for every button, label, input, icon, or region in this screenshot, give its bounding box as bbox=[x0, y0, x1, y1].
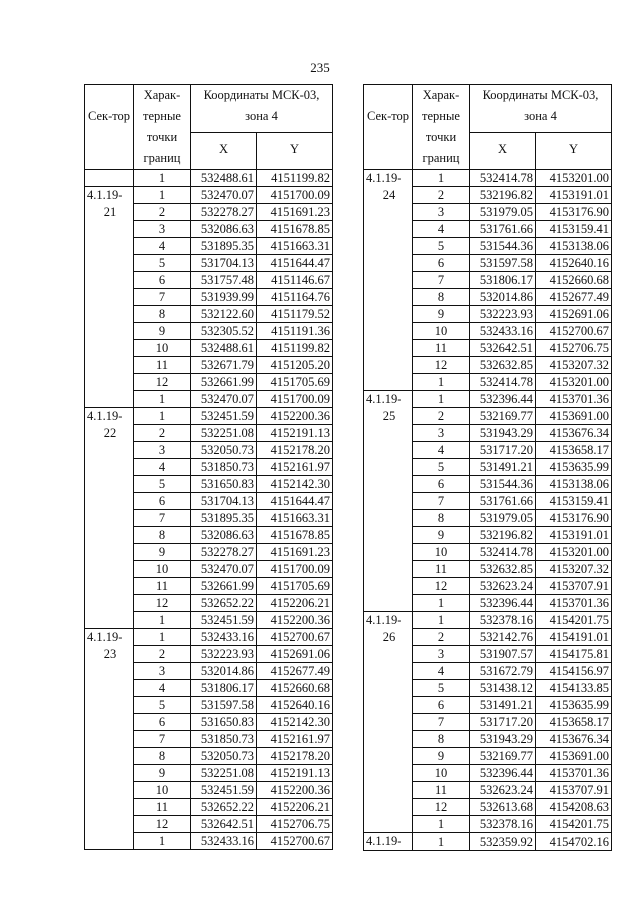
y-cell: 4153207.32 bbox=[536, 561, 612, 578]
y-cell: 4152178.20 bbox=[257, 748, 333, 765]
y-cell: 4152660.68 bbox=[536, 272, 612, 289]
y-cell: 4152640.16 bbox=[257, 697, 333, 714]
point-cell: 5 bbox=[134, 697, 191, 714]
header-sector: Сек-тор bbox=[85, 85, 134, 170]
y-cell: 4154133.85 bbox=[536, 680, 612, 697]
x-cell: 531597.58 bbox=[191, 697, 257, 714]
y-cell: 4152691.06 bbox=[536, 306, 612, 323]
x-cell: 532378.16 bbox=[470, 612, 536, 629]
x-cell: 531672.79 bbox=[470, 663, 536, 680]
x-cell: 532623.24 bbox=[470, 578, 536, 595]
point-cell: 1 bbox=[413, 612, 470, 629]
x-cell: 532050.73 bbox=[191, 748, 257, 765]
y-cell: 4153635.99 bbox=[536, 459, 612, 476]
x-cell: 531438.12 bbox=[470, 680, 536, 697]
point-cell: 9 bbox=[413, 306, 470, 323]
point-cell: 3 bbox=[134, 442, 191, 459]
header-coordinates: Координаты МСК-03, зона 4 bbox=[470, 85, 612, 133]
x-cell: 531704.13 bbox=[191, 493, 257, 510]
x-cell: 531979.05 bbox=[470, 204, 536, 221]
y-cell: 4153701.36 bbox=[536, 595, 612, 612]
x-cell: 532396.44 bbox=[470, 595, 536, 612]
point-cell: 9 bbox=[134, 765, 191, 782]
y-cell: 4154191.01 bbox=[536, 629, 612, 646]
x-cell: 532632.85 bbox=[470, 561, 536, 578]
y-cell: 4153191.01 bbox=[536, 527, 612, 544]
y-cell: 4151191.36 bbox=[257, 323, 333, 340]
y-cell: 4153159.41 bbox=[536, 493, 612, 510]
x-cell: 532488.61 bbox=[191, 170, 257, 187]
x-cell: 531491.21 bbox=[470, 697, 536, 714]
point-cell: 1 bbox=[134, 612, 191, 629]
sector-cell bbox=[85, 629, 134, 850]
table-row bbox=[85, 408, 333, 425]
x-cell: 532014.86 bbox=[470, 289, 536, 306]
x-cell: 532661.99 bbox=[191, 578, 257, 595]
sector-cell bbox=[85, 187, 134, 408]
x-cell: 531943.29 bbox=[470, 731, 536, 748]
x-cell: 532122.60 bbox=[191, 306, 257, 323]
point-cell: 5 bbox=[134, 255, 191, 272]
x-cell: 532652.22 bbox=[191, 799, 257, 816]
y-cell: 4153191.01 bbox=[536, 187, 612, 204]
x-cell: 532433.16 bbox=[191, 833, 257, 850]
x-cell: 532196.82 bbox=[470, 187, 536, 204]
point-cell: 1 bbox=[134, 170, 191, 187]
header-points: Харак-терные точки границ bbox=[413, 85, 470, 170]
point-cell: 11 bbox=[413, 561, 470, 578]
y-cell: 4151705.69 bbox=[257, 578, 333, 595]
point-cell: 5 bbox=[134, 476, 191, 493]
point-cell: 11 bbox=[134, 357, 191, 374]
y-cell: 4152178.20 bbox=[257, 442, 333, 459]
x-cell: 532470.07 bbox=[191, 391, 257, 408]
x-cell: 532378.16 bbox=[470, 816, 536, 833]
point-cell: 3 bbox=[413, 204, 470, 221]
y-cell: 4153707.91 bbox=[536, 578, 612, 595]
y-cell: 4153201.00 bbox=[536, 170, 612, 187]
x-cell: 531544.36 bbox=[470, 476, 536, 493]
header-x: X bbox=[191, 133, 257, 170]
x-cell: 531491.21 bbox=[470, 459, 536, 476]
point-cell: 4 bbox=[134, 680, 191, 697]
y-cell: 4154156.97 bbox=[536, 663, 612, 680]
point-cell: 7 bbox=[413, 714, 470, 731]
y-cell: 4153676.34 bbox=[536, 425, 612, 442]
x-cell: 532451.59 bbox=[191, 612, 257, 629]
point-cell: 5 bbox=[413, 459, 470, 476]
point-cell: 8 bbox=[134, 748, 191, 765]
sector-label: 22 bbox=[103, 426, 117, 440]
point-cell: 6 bbox=[134, 714, 191, 731]
point-cell: 6 bbox=[134, 493, 191, 510]
point-cell: 4 bbox=[413, 663, 470, 680]
sector-label: 4.1.19- bbox=[87, 630, 123, 644]
y-cell: 4152142.30 bbox=[257, 714, 333, 731]
point-cell: 1 bbox=[134, 408, 191, 425]
sector-label: 25 bbox=[382, 409, 396, 423]
x-cell: 531544.36 bbox=[470, 238, 536, 255]
sector-label: 4.1.19- bbox=[366, 613, 402, 627]
header-y: Y bbox=[257, 133, 333, 170]
sector-cell bbox=[364, 170, 413, 391]
point-cell: 9 bbox=[134, 544, 191, 561]
point-cell: 9 bbox=[413, 748, 470, 765]
point-cell: 7 bbox=[134, 289, 191, 306]
y-cell: 4153138.06 bbox=[536, 238, 612, 255]
y-cell: 4153701.36 bbox=[536, 765, 612, 782]
point-cell: 2 bbox=[134, 425, 191, 442]
table-row bbox=[364, 391, 612, 408]
point-cell: 12 bbox=[134, 595, 191, 612]
point-cell: 3 bbox=[134, 663, 191, 680]
point-cell: 7 bbox=[134, 731, 191, 748]
x-cell: 532278.27 bbox=[191, 204, 257, 221]
y-cell: 4152206.21 bbox=[257, 595, 333, 612]
point-cell: 1 bbox=[413, 833, 470, 851]
y-cell: 4152706.75 bbox=[257, 816, 333, 833]
point-cell: 7 bbox=[413, 272, 470, 289]
sector-label: 4.1.19- bbox=[87, 188, 123, 202]
x-cell: 531704.13 bbox=[191, 255, 257, 272]
x-cell: 531943.29 bbox=[470, 425, 536, 442]
point-cell: 2 bbox=[413, 187, 470, 204]
point-cell: 6 bbox=[413, 255, 470, 272]
table-row bbox=[364, 612, 612, 629]
x-cell: 531907.57 bbox=[470, 646, 536, 663]
point-cell: 8 bbox=[413, 731, 470, 748]
y-cell: 4151663.31 bbox=[257, 510, 333, 527]
x-cell: 532623.24 bbox=[470, 782, 536, 799]
y-cell: 4151164.76 bbox=[257, 289, 333, 306]
y-cell: 4153176.90 bbox=[536, 510, 612, 527]
point-cell: 11 bbox=[134, 799, 191, 816]
x-cell: 531979.05 bbox=[470, 510, 536, 527]
point-cell: 1 bbox=[134, 629, 191, 646]
table-row bbox=[85, 170, 333, 187]
table-body bbox=[85, 85, 333, 850]
x-cell: 532652.22 bbox=[191, 595, 257, 612]
point-cell: 8 bbox=[134, 527, 191, 544]
y-cell: 4152691.06 bbox=[257, 646, 333, 663]
x-cell: 532251.08 bbox=[191, 765, 257, 782]
point-cell: 1 bbox=[413, 816, 470, 833]
x-cell: 531761.66 bbox=[470, 493, 536, 510]
point-cell: 10 bbox=[134, 340, 191, 357]
x-cell: 532196.82 bbox=[470, 527, 536, 544]
y-cell: 4151678.85 bbox=[257, 221, 333, 238]
table-body bbox=[364, 85, 612, 851]
point-cell: 10 bbox=[413, 323, 470, 340]
y-cell: 4151678.85 bbox=[257, 527, 333, 544]
point-cell: 3 bbox=[413, 425, 470, 442]
point-cell: 2 bbox=[134, 646, 191, 663]
y-cell: 4152706.75 bbox=[536, 340, 612, 357]
sector-label: 4.1.19- bbox=[366, 834, 402, 848]
header-x: X bbox=[470, 133, 536, 170]
sector-label: 26 bbox=[382, 630, 396, 644]
point-cell: 1 bbox=[134, 187, 191, 204]
x-cell: 532305.52 bbox=[191, 323, 257, 340]
x-cell: 532086.63 bbox=[191, 221, 257, 238]
point-cell: 4 bbox=[413, 442, 470, 459]
y-cell: 4152700.67 bbox=[257, 629, 333, 646]
y-cell: 4153701.36 bbox=[536, 391, 612, 408]
sector-label: 4.1.19- bbox=[366, 171, 402, 185]
x-cell: 532142.76 bbox=[470, 629, 536, 646]
point-cell: 1 bbox=[413, 374, 470, 391]
y-cell: 4153707.91 bbox=[536, 782, 612, 799]
y-cell: 4153691.00 bbox=[536, 748, 612, 765]
point-cell: 2 bbox=[134, 204, 191, 221]
point-cell: 5 bbox=[413, 238, 470, 255]
point-cell: 4 bbox=[134, 459, 191, 476]
point-cell: 6 bbox=[134, 272, 191, 289]
header-row bbox=[85, 85, 333, 133]
point-cell: 3 bbox=[134, 221, 191, 238]
x-cell: 532488.61 bbox=[191, 340, 257, 357]
y-cell: 4153201.00 bbox=[536, 374, 612, 391]
page-number: 235 bbox=[310, 60, 330, 75]
x-cell: 532632.85 bbox=[470, 357, 536, 374]
table-row bbox=[85, 187, 333, 204]
sector-cell bbox=[85, 408, 134, 629]
x-cell: 531850.73 bbox=[191, 459, 257, 476]
y-cell: 4153159.41 bbox=[536, 221, 612, 238]
sector-cell bbox=[85, 170, 134, 187]
x-cell: 532169.77 bbox=[470, 408, 536, 425]
y-cell: 4153176.90 bbox=[536, 204, 612, 221]
y-cell: 4151700.09 bbox=[257, 391, 333, 408]
point-cell: 2 bbox=[413, 629, 470, 646]
point-cell: 4 bbox=[413, 221, 470, 238]
point-cell: 9 bbox=[134, 323, 191, 340]
point-cell: 10 bbox=[413, 765, 470, 782]
y-cell: 4153201.00 bbox=[536, 544, 612, 561]
point-cell: 11 bbox=[413, 340, 470, 357]
point-cell: 1 bbox=[413, 391, 470, 408]
y-cell: 4151644.47 bbox=[257, 493, 333, 510]
y-cell: 4152700.67 bbox=[536, 323, 612, 340]
x-cell: 532470.07 bbox=[191, 561, 257, 578]
x-cell: 532223.93 bbox=[191, 646, 257, 663]
y-cell: 4152191.13 bbox=[257, 425, 333, 442]
sector-label: 24 bbox=[382, 188, 396, 202]
point-cell: 1 bbox=[413, 595, 470, 612]
x-cell: 532359.92 bbox=[470, 833, 536, 851]
x-cell: 532642.51 bbox=[191, 816, 257, 833]
y-cell: 4151700.09 bbox=[257, 561, 333, 578]
header-coordinates: Координаты МСК-03, зона 4 bbox=[191, 85, 333, 133]
sector-cell bbox=[364, 391, 413, 612]
y-cell: 4151199.82 bbox=[257, 170, 333, 187]
point-cell: 11 bbox=[413, 782, 470, 799]
y-cell: 4152161.97 bbox=[257, 731, 333, 748]
x-cell: 531650.83 bbox=[191, 476, 257, 493]
point-cell: 8 bbox=[413, 289, 470, 306]
header-row bbox=[364, 85, 612, 133]
point-cell: 12 bbox=[413, 357, 470, 374]
point-cell: 10 bbox=[413, 544, 470, 561]
x-cell: 532278.27 bbox=[191, 544, 257, 561]
x-cell: 531806.17 bbox=[191, 680, 257, 697]
x-cell: 531895.35 bbox=[191, 510, 257, 527]
y-cell: 4152200.36 bbox=[257, 408, 333, 425]
x-cell: 532223.93 bbox=[470, 306, 536, 323]
point-cell: 8 bbox=[134, 306, 191, 323]
y-cell: 4154175.81 bbox=[536, 646, 612, 663]
point-cell: 1 bbox=[134, 833, 191, 850]
x-cell: 532470.07 bbox=[191, 187, 257, 204]
header-y: Y bbox=[536, 133, 612, 170]
x-cell: 532433.16 bbox=[191, 629, 257, 646]
y-cell: 4153691.00 bbox=[536, 408, 612, 425]
sector-label: 23 bbox=[103, 647, 117, 661]
x-cell: 531939.99 bbox=[191, 289, 257, 306]
point-cell: 1 bbox=[134, 391, 191, 408]
y-cell: 4152660.68 bbox=[257, 680, 333, 697]
x-cell: 532014.86 bbox=[191, 663, 257, 680]
x-cell: 532396.44 bbox=[470, 391, 536, 408]
x-cell: 531597.58 bbox=[470, 255, 536, 272]
point-cell: 10 bbox=[134, 782, 191, 799]
x-cell: 532396.44 bbox=[470, 765, 536, 782]
y-cell: 4152161.97 bbox=[257, 459, 333, 476]
y-cell: 4153207.32 bbox=[536, 357, 612, 374]
x-cell: 531717.20 bbox=[470, 714, 536, 731]
y-cell: 4152191.13 bbox=[257, 765, 333, 782]
y-cell: 4151199.82 bbox=[257, 340, 333, 357]
point-cell: 11 bbox=[134, 578, 191, 595]
y-cell: 4152200.36 bbox=[257, 612, 333, 629]
sector-label: 21 bbox=[103, 205, 117, 219]
x-cell: 532613.68 bbox=[470, 799, 536, 816]
sector-cell bbox=[364, 612, 413, 833]
sector-label: 4.1.19- bbox=[366, 392, 402, 406]
y-cell: 4151700.09 bbox=[257, 187, 333, 204]
sector-cell bbox=[364, 833, 413, 851]
y-cell: 4151146.67 bbox=[257, 272, 333, 289]
y-cell: 4154201.75 bbox=[536, 816, 612, 833]
y-cell: 4151644.47 bbox=[257, 255, 333, 272]
x-cell: 532414.78 bbox=[470, 170, 536, 187]
y-cell: 4152677.49 bbox=[257, 663, 333, 680]
x-cell: 531757.48 bbox=[191, 272, 257, 289]
y-cell: 4151205.20 bbox=[257, 357, 333, 374]
point-cell: 12 bbox=[413, 578, 470, 595]
y-cell: 4153658.17 bbox=[536, 442, 612, 459]
table-row bbox=[364, 833, 612, 851]
point-cell: 12 bbox=[413, 799, 470, 816]
point-cell: 3 bbox=[413, 646, 470, 663]
point-cell: 6 bbox=[413, 697, 470, 714]
y-cell: 4152142.30 bbox=[257, 476, 333, 493]
y-cell: 4151663.31 bbox=[257, 238, 333, 255]
y-cell: 4152700.67 bbox=[257, 833, 333, 850]
coordinates-table-right bbox=[363, 84, 612, 851]
point-cell: 7 bbox=[413, 493, 470, 510]
x-cell: 532451.59 bbox=[191, 408, 257, 425]
x-cell: 531761.66 bbox=[470, 221, 536, 238]
y-cell: 4152206.21 bbox=[257, 799, 333, 816]
point-cell: 9 bbox=[413, 527, 470, 544]
y-cell: 4152640.16 bbox=[536, 255, 612, 272]
y-cell: 4153676.34 bbox=[536, 731, 612, 748]
y-cell: 4152677.49 bbox=[536, 289, 612, 306]
y-cell: 4154702.16 bbox=[536, 833, 612, 851]
x-cell: 532414.78 bbox=[470, 544, 536, 561]
point-cell: 12 bbox=[134, 816, 191, 833]
point-cell: 6 bbox=[413, 476, 470, 493]
x-cell: 532661.99 bbox=[191, 374, 257, 391]
y-cell: 4151705.69 bbox=[257, 374, 333, 391]
x-cell: 532050.73 bbox=[191, 442, 257, 459]
point-cell: 8 bbox=[413, 510, 470, 527]
x-cell: 532414.78 bbox=[470, 374, 536, 391]
x-cell: 532169.77 bbox=[470, 748, 536, 765]
header-sector: Сек-тор bbox=[364, 85, 413, 170]
y-cell: 4151179.52 bbox=[257, 306, 333, 323]
point-cell: 10 bbox=[134, 561, 191, 578]
y-cell: 4154208.63 bbox=[536, 799, 612, 816]
point-cell: 12 bbox=[134, 374, 191, 391]
x-cell: 532086.63 bbox=[191, 527, 257, 544]
x-cell: 532671.79 bbox=[191, 357, 257, 374]
x-cell: 531650.83 bbox=[191, 714, 257, 731]
point-cell: 5 bbox=[413, 680, 470, 697]
x-cell: 532642.51 bbox=[470, 340, 536, 357]
y-cell: 4153138.06 bbox=[536, 476, 612, 493]
coordinates-table-left bbox=[84, 84, 333, 850]
x-cell: 531806.17 bbox=[470, 272, 536, 289]
x-cell: 531895.35 bbox=[191, 238, 257, 255]
point-cell: 4 bbox=[134, 238, 191, 255]
y-cell: 4152200.36 bbox=[257, 782, 333, 799]
x-cell: 532451.59 bbox=[191, 782, 257, 799]
y-cell: 4153635.99 bbox=[536, 697, 612, 714]
y-cell: 4153658.17 bbox=[536, 714, 612, 731]
point-cell: 2 bbox=[413, 408, 470, 425]
y-cell: 4151691.23 bbox=[257, 204, 333, 221]
point-cell: 7 bbox=[134, 510, 191, 527]
header-points: Харак-терные точки границ bbox=[134, 85, 191, 170]
x-cell: 532251.08 bbox=[191, 425, 257, 442]
y-cell: 4154201.75 bbox=[536, 612, 612, 629]
x-cell: 532433.16 bbox=[470, 323, 536, 340]
sector-label: 4.1.19- bbox=[87, 409, 123, 423]
y-cell: 4151691.23 bbox=[257, 544, 333, 561]
point-cell: 1 bbox=[413, 170, 470, 187]
table-row bbox=[85, 629, 333, 646]
x-cell: 531717.20 bbox=[470, 442, 536, 459]
x-cell: 531850.73 bbox=[191, 731, 257, 748]
table-row bbox=[364, 170, 612, 187]
